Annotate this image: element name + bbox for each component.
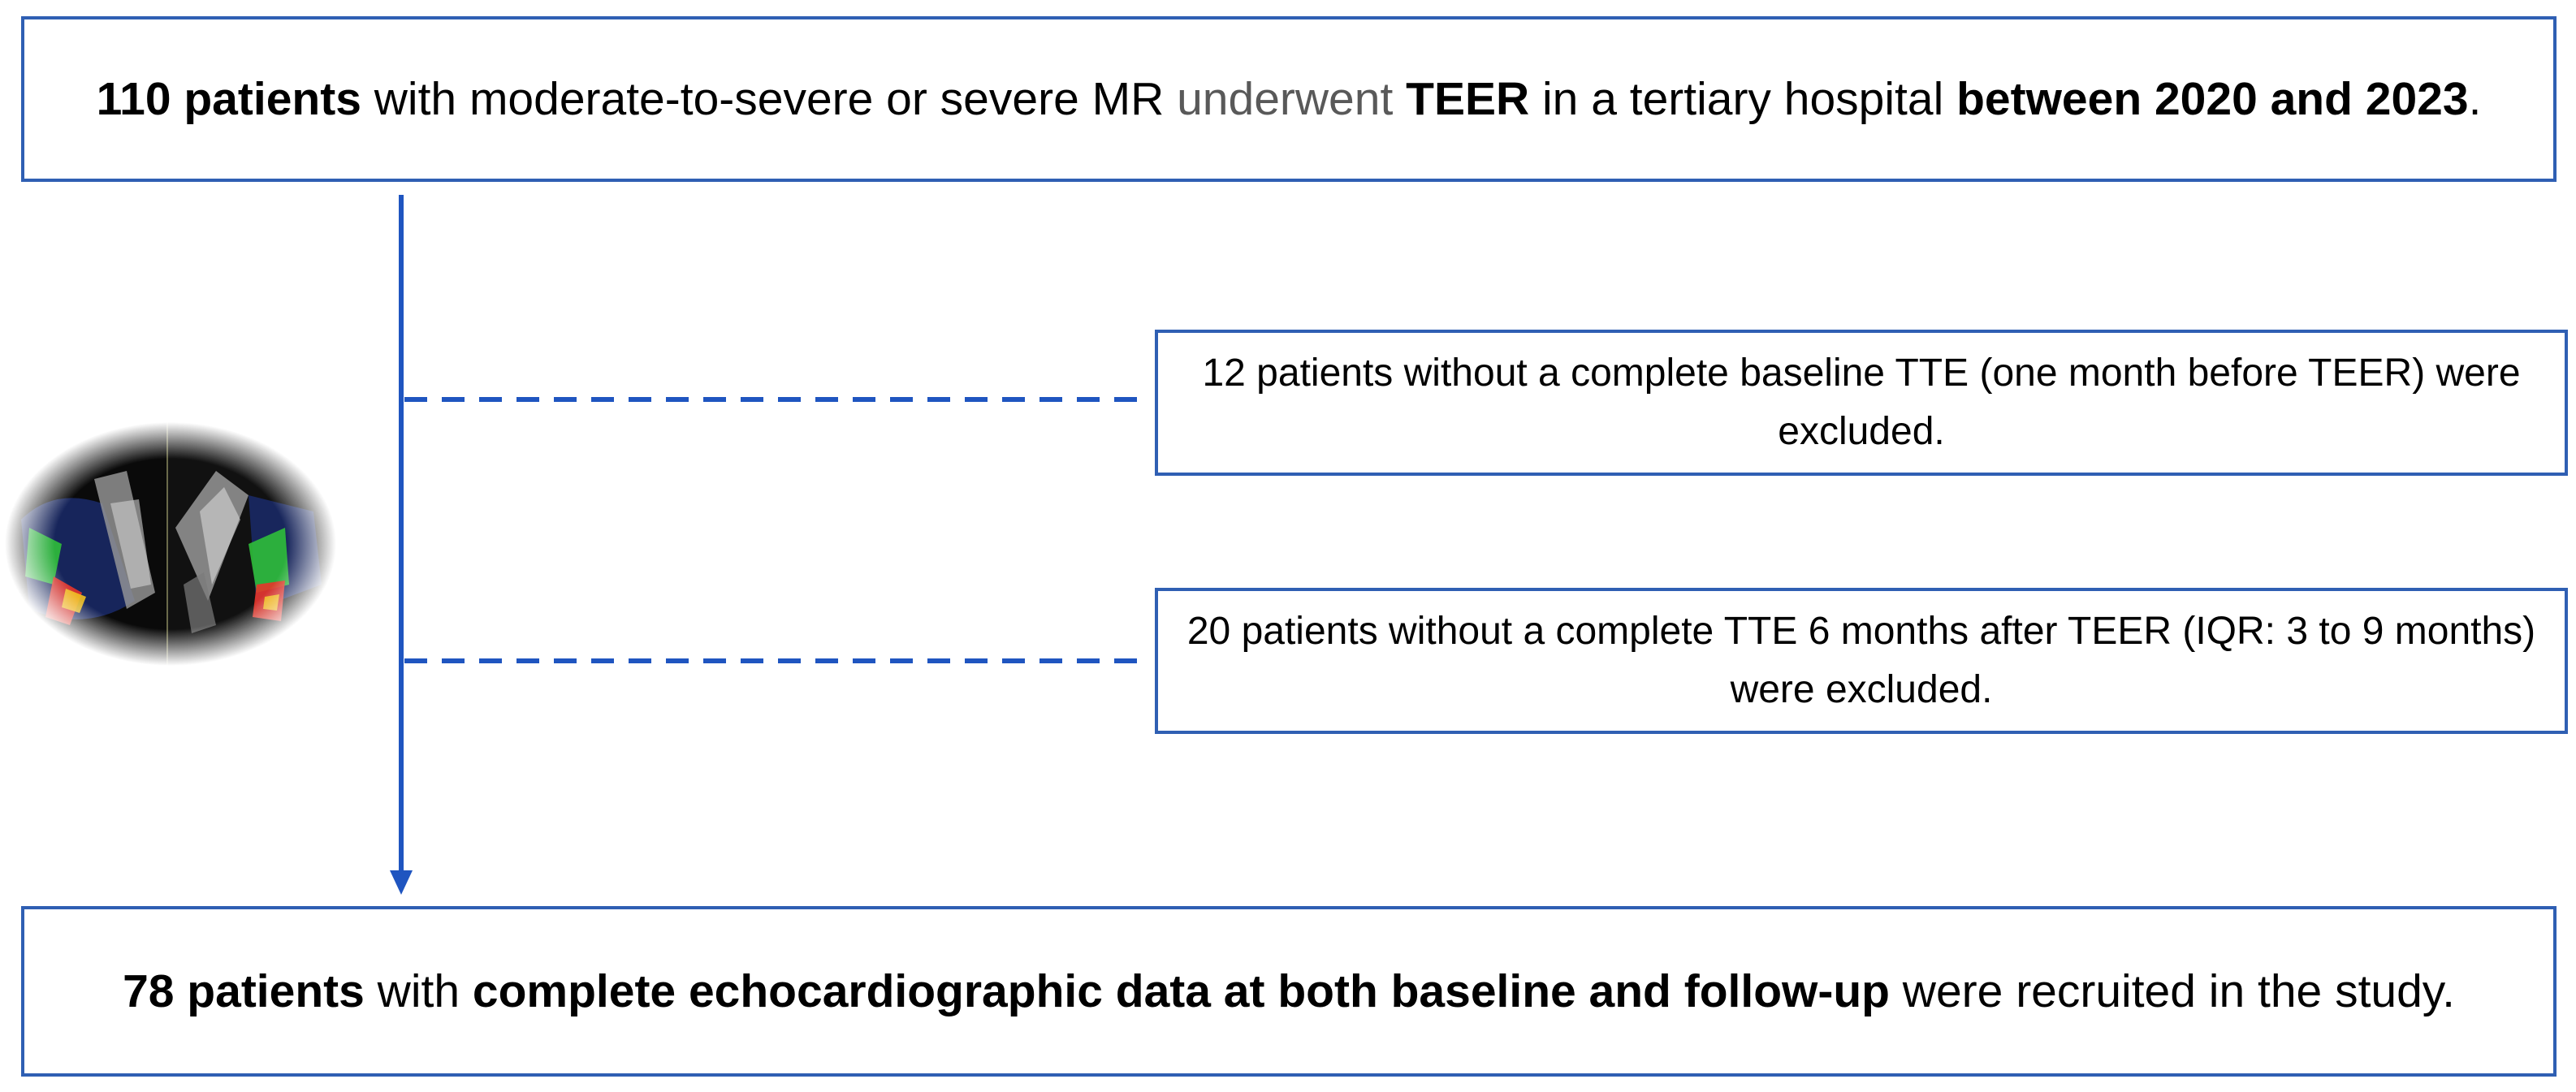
final-cohort-text [123, 957, 2455, 1025]
enrollment-period-end: . [2468, 73, 2482, 125]
enrollment-period: between 2020 and 2023 [1956, 73, 2469, 125]
enrollment-text-verb: underwent [1177, 73, 1394, 125]
enrollment-count: 110 patients [96, 73, 361, 125]
final-cohort-box [21, 906, 2557, 1077]
final-cohort-text-part: with [364, 965, 473, 1017]
exclusion-box-baseline [1155, 330, 2568, 476]
enrollment-text-setting: in a tertiary hospital [1529, 73, 1957, 125]
final-cohort-count: 78 patients [123, 965, 365, 1017]
main-flow-arrowhead [390, 870, 413, 895]
final-cohort-text-end: were recruited in the study. [1889, 965, 2455, 1017]
enrollment-text-part: with moderate-to-severe or severe MR [361, 73, 1178, 125]
echocardiography-image [5, 422, 336, 666]
exclusion-text-followup: 20 patients without a complete TTE 6 months after TEER (IQR: 3 to 9 months) were excluded. [1186, 610, 2536, 711]
final-cohort-criteria: complete echocardiographic data at both baseline and follow-up [472, 965, 1890, 1017]
exclusion-text-baseline: 12 patients without a complete baseline TTE (one month before TEER) were excluded. [1202, 352, 2521, 453]
enrollment-procedure: TEER [1406, 73, 1530, 125]
exclusion-box-followup [1155, 588, 2568, 734]
